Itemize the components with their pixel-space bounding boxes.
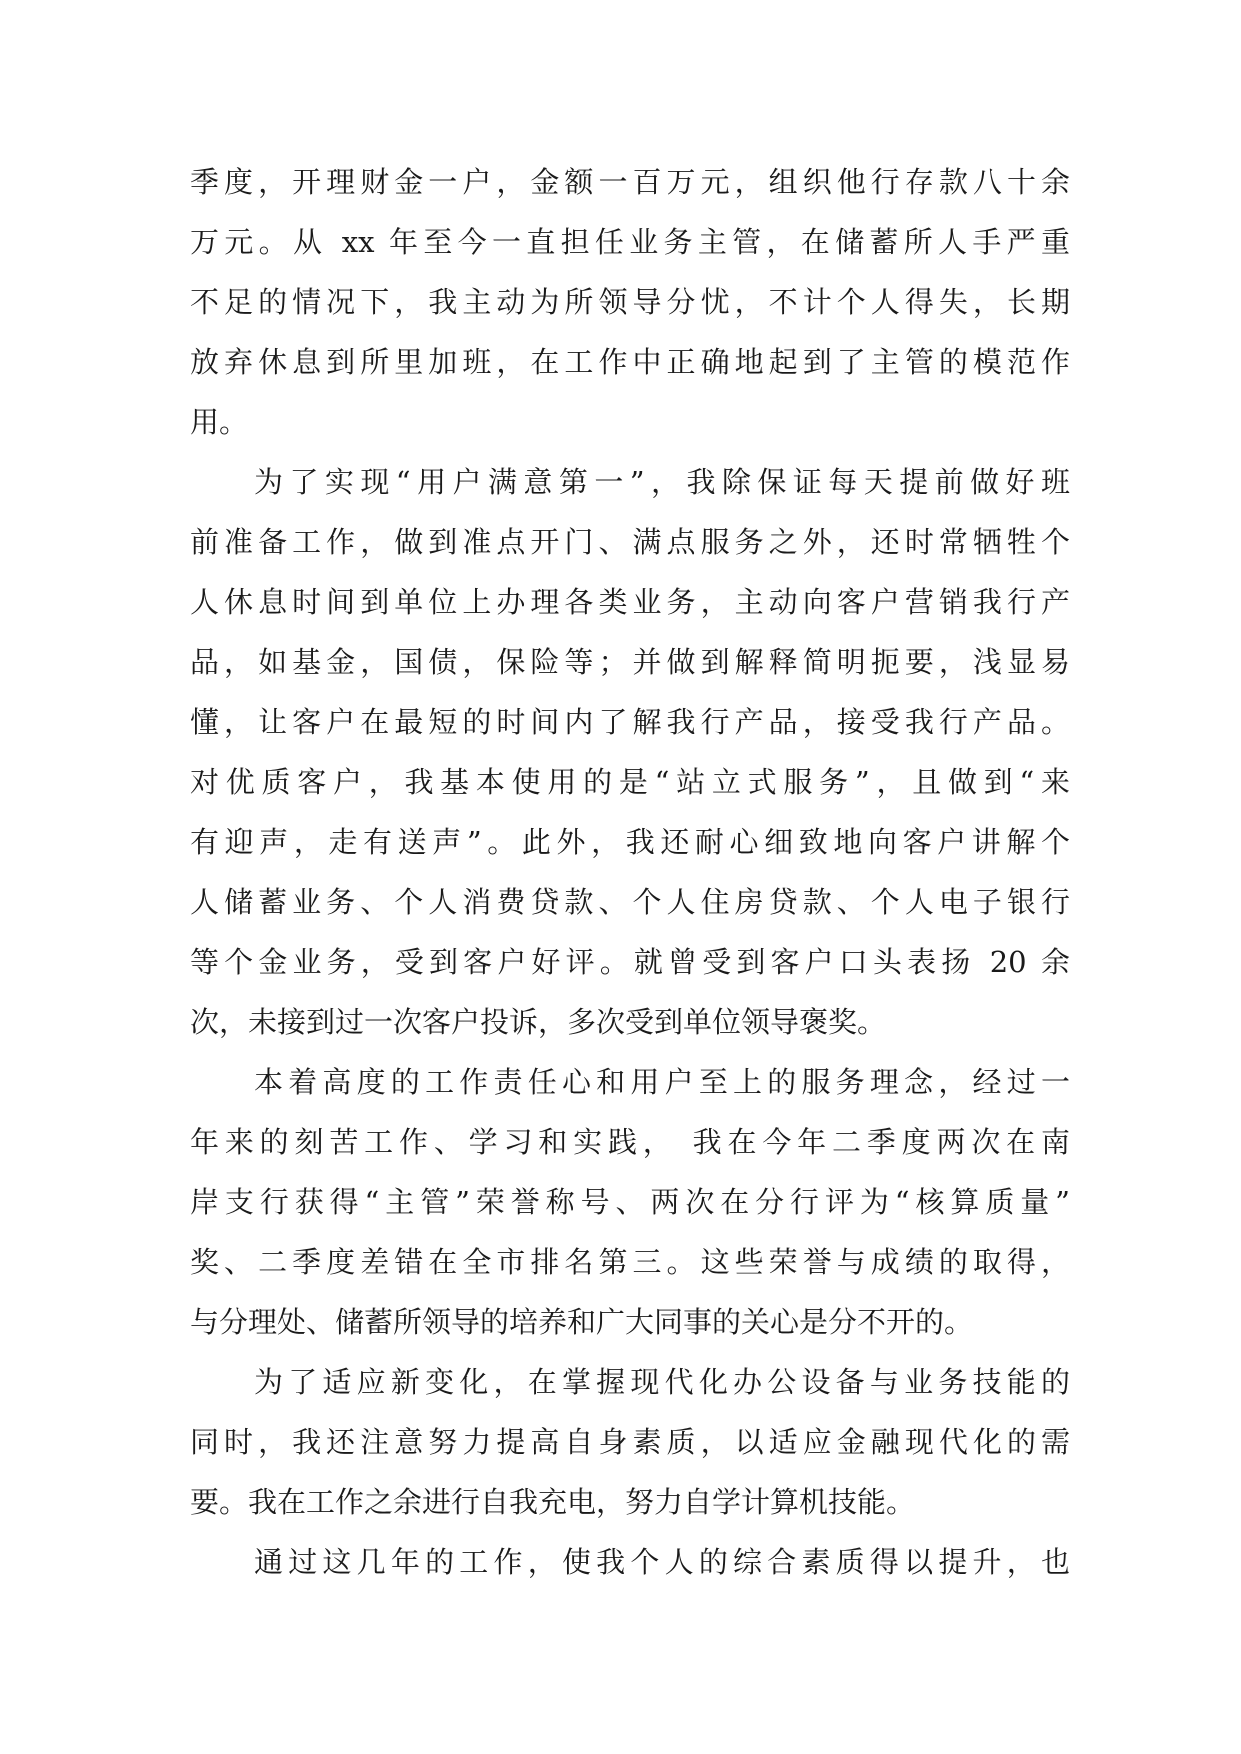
- text-line: 年来的刻苦工作、学习和实践， 我在今年二季度两次在南: [190, 1125, 1070, 1159]
- text-line: 等个金业务，受到客户好评。就曾受到客户口头表扬 20 余: [190, 945, 1070, 979]
- text-line: 万元。从 xx 年至今一直担任业务主管，在储蓄所人手严重: [190, 225, 1070, 259]
- paragraph-4: [190, 1352, 1070, 1532]
- text-line: 懂，让客户在最短的时间内了解我行产品，接受我行产品。: [190, 705, 1070, 739]
- text-line: 本着高度的工作责任心和用户至上的服务理念，经过一: [254, 1065, 1070, 1099]
- text-line: 为了实现“用户满意第一”，我除保证每天提前做好班: [254, 465, 1070, 499]
- text-line: 人休息时间到单位上办理各类业务，主动向客户营销我行产: [190, 585, 1070, 619]
- text-line: 用。: [190, 405, 249, 439]
- text-line: 次，未接到过一次客户投诉，多次受到单位领导褒奖。: [190, 1005, 887, 1039]
- text-line: 与分理处、储蓄所领导的培养和广大同事的关心是分不开的。: [190, 1305, 974, 1339]
- text-line: 有迎声，走有送声”。此外，我还耐心细致地向客户讲解个: [190, 825, 1070, 859]
- text-line: 要。我在工作之余进行自我充电，努力自学计算机技能。: [190, 1485, 916, 1519]
- paragraph-2: [190, 452, 1070, 1052]
- text-line: 品，如基金，国债，保险等；并做到解释简明扼要，浅显易: [190, 645, 1070, 679]
- text-line: 人储蓄业务、个人消费贷款、个人住房贷款、个人电子银行: [190, 885, 1070, 919]
- text-line: 放弃休息到所里加班，在工作中正确地起到了主管的模范作: [190, 345, 1070, 379]
- text-line: 为了适应新变化，在掌握现代化办公设备与业务技能的: [254, 1365, 1070, 1399]
- text-line: 对优质客户，我基本使用的是“站立式服务”，且做到“来: [190, 765, 1070, 799]
- text-line: 前准备工作，做到准点开门、满点服务之外，还时常牺牲个: [190, 525, 1070, 559]
- text-line: 岸支行获得“主管”荣誉称号、两次在分行评为“核算质量”: [190, 1185, 1070, 1219]
- text-line: 同时，我还注意努力提高自身素质，以适应金融现代化的需: [190, 1425, 1070, 1459]
- text-line: 奖、二季度差错在全市排名第三。这些荣誉与成绩的取得，: [190, 1245, 1070, 1279]
- paragraph-3: [190, 1052, 1070, 1352]
- text-line: 通过这几年的工作，使我个人的综合素质得以提升，也: [254, 1545, 1070, 1579]
- text-line: 季度，开理财金一户，金额一百万元，组织他行存款八十余: [190, 165, 1070, 199]
- text-line: 不足的情况下，我主动为所领导分忧，不计个人得失，长期: [190, 285, 1070, 319]
- document-body: [190, 152, 1070, 1592]
- paragraph-5: [190, 1532, 1070, 1592]
- paragraph-1: [190, 152, 1070, 452]
